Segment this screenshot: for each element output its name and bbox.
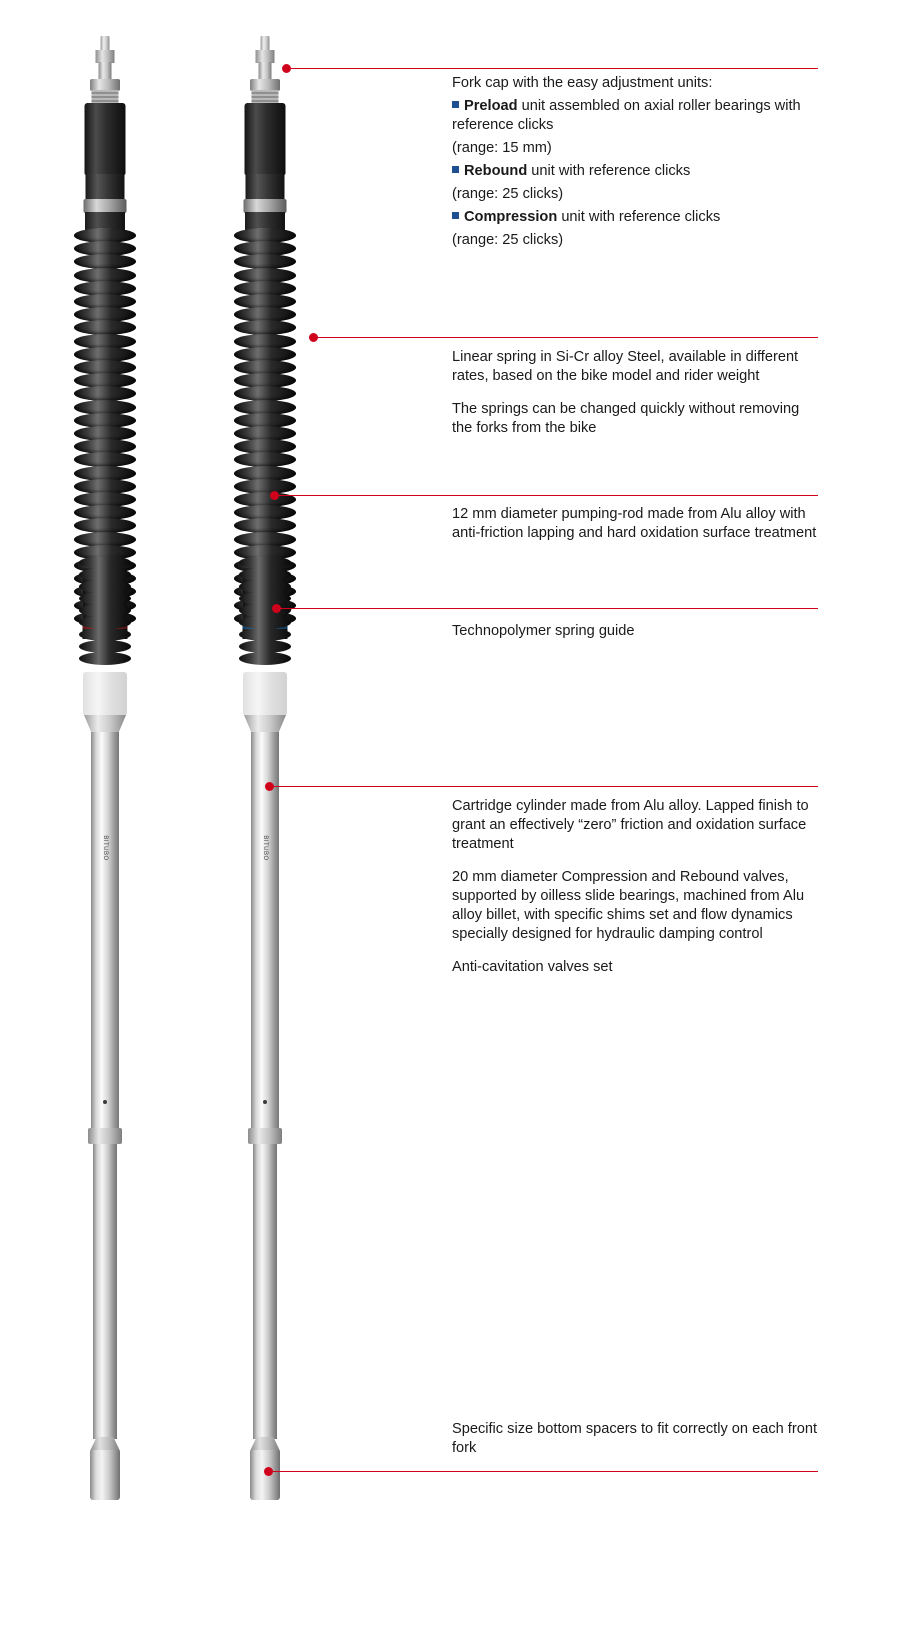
callout-bullet-rebound: [452, 162, 822, 181]
callout-range-preload: (range: 15 mm): [452, 139, 552, 156]
cap-collar: [84, 199, 127, 213]
callout-leader-pumping-rod: [278, 495, 818, 496]
square-bullet-icon: [452, 101, 459, 108]
lower-rod: [93, 1144, 117, 1439]
callout-line: Anti-cavitation valves set: [452, 958, 613, 975]
callout-leader-fork-cap: [290, 68, 818, 69]
technopolymer-spring-guide: [83, 672, 127, 716]
bullet-rest: unit assembled on axial roller bearings with reference clicks: [452, 97, 801, 133]
technopolymer-spring-guide: [243, 672, 287, 716]
secondary-spring: [239, 556, 291, 676]
cartridge-cylinder: [251, 732, 279, 1132]
cylinder-step: [88, 1128, 122, 1144]
fork-cap-body: [245, 103, 286, 175]
cap-collar: [244, 199, 287, 213]
bottom-spacer-cone: [90, 1437, 120, 1451]
bullet-term: Rebound: [464, 162, 528, 179]
callout-pumping-rod: [452, 505, 822, 547]
callout-line: 20 mm diameter Compression and Rebound valves, supported by oilless slide bearings, machined from Alu alloy billet, with specific shims set and flow dynamics specially designed for hydraulic damping control: [452, 868, 805, 942]
adjuster-stem: [259, 62, 272, 80]
lower-rod: [253, 1144, 277, 1439]
callout-bullet-compression: [452, 208, 822, 227]
callout-cartridge-cylinder: [452, 797, 822, 981]
fork-cap-lower: [246, 174, 285, 200]
oil-hole: [103, 1100, 107, 1104]
square-bullet-icon: [452, 166, 459, 173]
fork-cap-lower: [86, 174, 125, 200]
tube-brand-label: BITUBO: [102, 835, 108, 861]
spring-coil: [79, 652, 131, 665]
cartridge-cylinder: [91, 732, 119, 1132]
fork-assembly-left: [45, 0, 165, 1634]
oil-hole: [263, 1100, 267, 1104]
fork-cap-thread: [252, 90, 279, 104]
callout-line: Cartridge cylinder made from Alu alloy. Lapped finish to grant an effectively “zero” friction and oxidation surface treatment: [452, 798, 809, 852]
callout-spring: [452, 348, 822, 442]
bullet-term: Preload: [464, 97, 518, 114]
callout-leader-cartridge: [273, 786, 818, 787]
bullet-term: Compression: [464, 208, 558, 225]
callout-leader-spring: [317, 337, 818, 338]
callout-spring-guide: [452, 622, 822, 645]
callout-bullet-preload: [452, 97, 822, 135]
callout-leader-bottom-spacers: [272, 1471, 818, 1472]
callout-bottom-spacers: [452, 1420, 822, 1462]
guide-taper: [84, 715, 126, 733]
bottom-spacer-cone: [250, 1437, 280, 1451]
bottom-spacer: [90, 1450, 120, 1500]
secondary-spring: [79, 556, 131, 676]
callout-heading: Fork cap with the easy adjustment units:: [452, 75, 713, 91]
adjuster-stem: [99, 62, 112, 80]
fork-assembly-right: [205, 0, 325, 1634]
callout-range-rebound: (range: 25 clicks): [452, 185, 564, 202]
callout-range-compression: (range: 25 clicks): [452, 231, 564, 248]
callout-leader-spring-guide: [280, 608, 818, 609]
cylinder-step: [248, 1128, 282, 1144]
fork-cap-thread: [92, 90, 119, 104]
fork-cap-body: [85, 103, 126, 175]
callout-line: Technopolymer spring guide: [452, 623, 635, 639]
spring-coil: [239, 652, 291, 665]
bullet-rest: unit with reference clicks: [557, 208, 721, 225]
bullet-rest: unit with reference clicks: [527, 162, 691, 179]
tube-brand-label: BITUBO: [262, 835, 268, 861]
square-bullet-icon: [452, 212, 459, 219]
guide-taper: [244, 715, 286, 733]
callout-fork-cap: [452, 74, 822, 254]
callout-line: 12 mm diameter pumping-rod made from Alu alloy with anti-friction lapping and hard oxidation surface treatment: [452, 506, 817, 541]
callout-line: Specific size bottom spacers to fit correctly on each front fork: [452, 1421, 818, 1456]
callout-line: The springs can be changed quickly without removing the forks from the bike: [452, 400, 800, 436]
callout-line: Linear spring in Si-Cr alloy Steel, available in different rates, based on the bike model and rider weight: [452, 349, 799, 384]
